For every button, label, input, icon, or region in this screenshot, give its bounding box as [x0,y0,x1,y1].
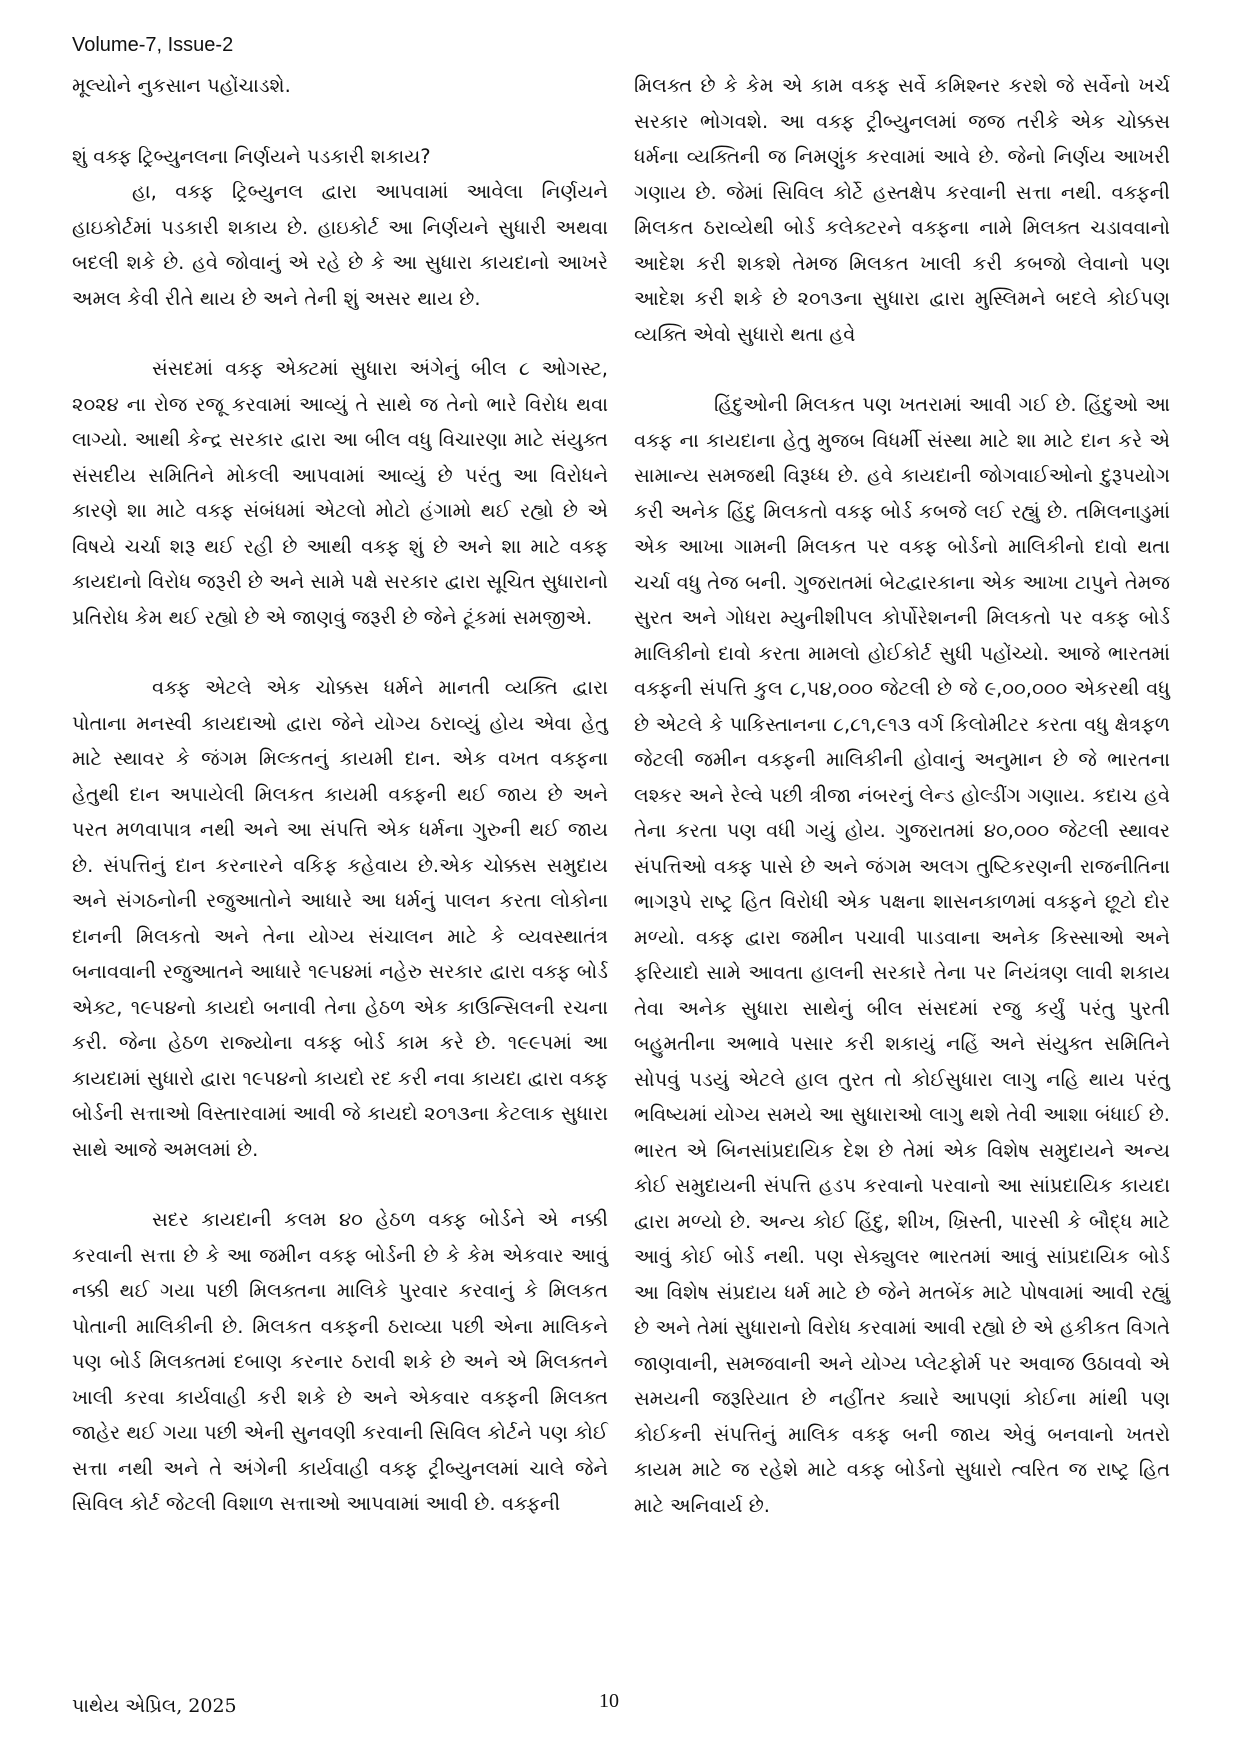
paragraph: વક્ફ એટલે એક ચોક્કસ ધર્મને માનતી વ્યક્તિ દ્વારા પોતાના મનસ્વી કાયદાઓ દ્વારા જેને યોગ્ય ઠરાવ્યું હોય એવા હેતુ માટે સ્થાવર કે જંગમ મિલ્કતનું કાયમી દાન. એક વખત વક્ફના હેતુથી દાન અપાયેલી મિલકત કાયમી વક્ફની થઈ જાય છે અને પરત મળવાપાત્ર નથી અને આ સંપત્તિ એક ધર્મના ગુરુની થઈ જાય છે. સંપત્તિનું દાન કરનારને વકિફ કહેવાય છે.એક ચોક્કસ સમુદાય અને સંગઠનોની રજુઆતોને આધારે આ ધર્મનું પાલન કરતા લોકોના દાનની મિલકતો અને તેના યોગ્ય સંચાલન માટે કે વ્યવસ્થાતંત્ર બનાવવાની રજુઆતને આધારે ૧૯૫૪માં નહેરુ સરકાર દ્વારા વક્ફ બોર્ડ એક્ટ, ૧૯૫૪નો કાયદો બનાવી તેના હેઠળ એક કાઉન્સિલની રચના કરી. જેના હેઠળ રાજ્યોના વક્ફ બોર્ડ કામ કરે છે. ૧૯૯૫માં આ કાયદામાં સુધારો દ્વારા ૧૯૫૪નો કાયદો રદ કરી નવા કાયદા દ્વારા વક્ફ બોર્ડની સત્તાઓ વિસ્તારવામાં આવી જે કાયદો ૨૦૧૩ના કેટલાક સુધારા સાથે આજે અમલમાં છે. [72,676,608,1161]
paragraph: હિંદુઓની મિલકત પણ ખતરામાં આવી ગઈ છે. હિંદુઓ આ વક્ફ ના કાયદાના હેતુ મુજબ વિધર્મી સંસ્થા માટે શા માટે દાન કરે એ સામાન્ય સમજથી વિરૂધ્ધ છે. હવે કાયદાની જોગવાઈઓનો દુરૂપયોગ કરી અનેક હિંદુ મિલકતો વક્ફ બોર્ડ કબજે લઈ રહ્યું છે. તમિલનાડુમાં એક આખા ગામની મિલકત પર વક્ફ બોર્ડનો માલિકીનો દાવો થતા ચર્ચા વધુ તેજ બની. ગુજરાતમાં બેટદ્વારકાના એક આખા ટાપુને તેમજ સુરત અને ગોધરા મ્યુનીશીપલ કોર્પોરેશનની મિલકતો પર વક્ફ બોર્ડ માલિકીનો દાવો કરતા મામલો હોઈકોર્ટ સુધી પહોંચ્યો. આજે ભારતમાં વક્ફની સંપત્તિ કુલ ૮,૫૪,૦૦૦ જેટલી છે જે ૯,૦૦,૦૦૦ એકરથી વધુ છે એટલે કે પાકિસ્તાનના ૮,૮૧,૯૧૩ વર્ગ કિલોમીટર કરતા વધુ ક્ષેત્રફળ જેટલી જમીન વક્ફની માલિકીની હોવાનું અનુમાન છે જે ભારતના લશ્કર અને રેલ્વે પછી ત્રીજા નંબરનું લેન્ડ હોલ્ડીંગ ગણાય. કદાચ હવે તેના કરતા પણ વધી ગયું હોય. ગુજરાતમાં ૪૦,૦૦૦ જેટલી સ્થાવર સંપત્તિઓ વક્ફ પાસે છે અને જંગમ અલગ તુષ્ટિકરણની રાજનીતિના ભાગરૂપે રાષ્ટ્ર હિત વિરોધી એક પક્ષના શાસનકાળમાં વક્ફને છૂટો દોર મળ્યો. વક્ફ દ્વારા જમીન પચાવી પાડવાના અનેક કિસ્સાઓ અને ફરિયાદો સામે આવતા હાલની સરકારે તેના પર નિયંત્રણ લાવી શકાય તેવા અનેક સુધારા સાથેનું બીલ સંસદમાં રજુ કર્યું પરંતુ પુરતી બહુમતીના અભાવે પસાર કરી શકાયું નહિં અને સંયુક્ત સમિતિને સોપવું પડયું એટલે હાલ તુરત તો કોઈસુધારા લાગુ નહિ થાય પરંતુ ભવિષ્યમાં યોગ્ય સમયે આ સુધારાઓ લાગુ થશે તેવી આશા બંધાઈ છે. ભારત એ બિનસાંપ્રદાયિક દેશ છે તેમાં એક વિશેષ સમુદાયને અન્ય કોઈ સમુદાયની સંપત્તિ હડપ કરવાનો પરવાનો આ સાંપ્રદાયિક કાયદા દ્વારા મળ્યો છે. અન્ય કોઈ હિંદુ, શીખ, ખ્રિસ્તી, પારસી કે બૌદ્ધ માટે આવું કોઈ બોર્ડ નથી. પણ સેક્યુલર ભારતમાં આવું સાંપ્રદાયિક બોર્ડ આ વિશેષ સંપ્રદાય ધર્મ માટે છે જેને મતબેંક માટે પોષવામાં આવી રહ્યું છે અને તેમાં સુધારાનો વિરોધ કરવામાં આવી રહ્યો છે એ હકીકત વિગતે જાણવાની, સમજવાની અને યોગ્ય પ્લેટફોર્મ પર અવાજ ઉઠાવવો એ સમયની જરૂરિયાત છે નહીંતર ક્યારે આપણાં કોઈના માંથી પણ કોઈકની સંપત્તિનું માલિક વક્ફ બની જાય એવું બનવાનો ખતરો કાયમ માટે જ રહેશે માટે વક્ફ બોર્ડનો સુધારો ત્વરિત જ રાષ્ટ્ર હિત માટે અનિવાર્ય છે. [634,393,1170,1517]
paragraph: સંસદમાં વક્ફ એક્ટમાં સુધારા અંગેનું બીલ ૮ ઓગસ્ટ, ૨૦૨૪ ના રોજ રજૂ કરવામાં આવ્યું તે સાથે જ તેનો ભારે વિરોધ થવા લાગ્યો. આથી કેન્દ્ર સરકાર દ્વારા આ બીલ વધુ વિચારણા માટે સંયુક્ત સંસદીય સમિતિને મોકલી આપવામાં આવ્યું છે પરંતુ આ વિરોધને કારણે શા માટે વક્ફ સંબંધમાં એટલો મોટો હંગામો થઈ રહ્યો છે એ વિષયે ચર્ચા શરૂ થઈ રહી છે આથી વક્ફ શું છે અને શા માટે વક્ફ કાયદાનો વિરોધ જરૂરી છે અને સામે પક્ષે સરકાર દ્વારા સૂચિત સુધારાનો પ્રતિરોધ કેમ થઈ રહ્યો છે એ જાણવું જરૂરી છે જેને ટૂંકમાં સમજીએ. [72,357,608,629]
volume-issue-header: Volume-7, Issue-2 [72,34,234,56]
paragraph: હા, વક્ફ ટ્રિબ્યુનલ દ્વારા આપવામાં આવેલા નિર્ણયને હાઇકોર્ટમાં પડકારી શકાય છે. હાઇકોર્ટ આ નિર્ણયને સુધારી અથવા બદલી શકે છે. હવે જોવાનું એ રહે છે કે આ સુધારા કાયદાનો આખરે અમલ કેવી રીતે થાય છે અને તેની શું અસર થાય છે. [72,180,608,310]
right-column [634,68,1170,1523]
left-column [72,68,608,1522]
page-number: 10 [599,1690,619,1712]
publication-footer: પાથેય એપ્રિલ, 2025 [72,1695,237,1717]
paragraph: સદર કાયદાની કલમ ૪૦ હેઠળ વક્ફ બોર્ડને એ નક્કી કરવાની સત્તા છે કે આ જમીન વક્ફ બોર્ડની છે કે કેમ એકવાર આવું નક્કી થઈ ગયા પછી મિલક્તના માલિકે પુરવાર કરવાનું કે મિલકત પોતાની માલિકીની છે. મિલકત વક્ફની ઠરાવ્યા પછી એના માલિકને પણ બોર્ડ મિલક્તમાં દબાણ કરનાર ઠરાવી શકે છે અને એ મિલક્તને ખાલી કરવા કાર્યવાહી કરી શકે છે અને એકવાર વક્ફની મિલક્ત જાહેર થઈ ગયા પછી એની સુનવણી કરવાની સિવિલ કોર્ટને પણ કોઈ સત્તા નથી અને તે અંગેની કાર્યવાહી વક્ફ ટ્રીબ્યુનલમાં ચાલે જેને સિવિલ કોર્ટ જેટલી વિશાળ સત્તાઓ આપવામાં આવી છે. વક્ફની [72,1208,608,1515]
paragraph: મૂલ્યોને નુકસાન પહોંચાડશે. [72,74,291,97]
paragraph: મિલક્ત છે કે કેમ એ કામ વક્ફ સર્વે કમિશ્નર કરશે જે સર્વેનો ખર્ચ સરકાર ભોગવશે. આ વક્ફ ટ્રીબ્યુનલમાં જજ તરીકે એક ચોક્કસ ધર્મના વ્યક્તિની જ નિમણુંક કરવામાં આવે છે. જેનો નિર્ણય આખરી ગણાય છે. જેમાં સિવિલ કોર્ટે હસ્તક્ષેપ કરવાની સત્તા નથી. વક્ફની મિલકત ઠરાવ્યેથી બોર્ડ કલેક્ટરને વક્ફના નામે મિલક્ત ચડાવવાનો આદેશ કરી શકશે તેમજ મિલકત ખાલી કરી કબજો લેવાનો પણ આદેશ કરી શકે છે ૨૦૧૩ના સુધારા દ્વારા મુસ્લિમને બદલે કોઈપણ વ્યક્તિ એવો સુધારો થતા હવે [634,74,1170,346]
section-heading: શું વક્ફ ટ્રિબ્યુનલના નિર્ણયને પડકારી શકાય? [72,144,431,168]
